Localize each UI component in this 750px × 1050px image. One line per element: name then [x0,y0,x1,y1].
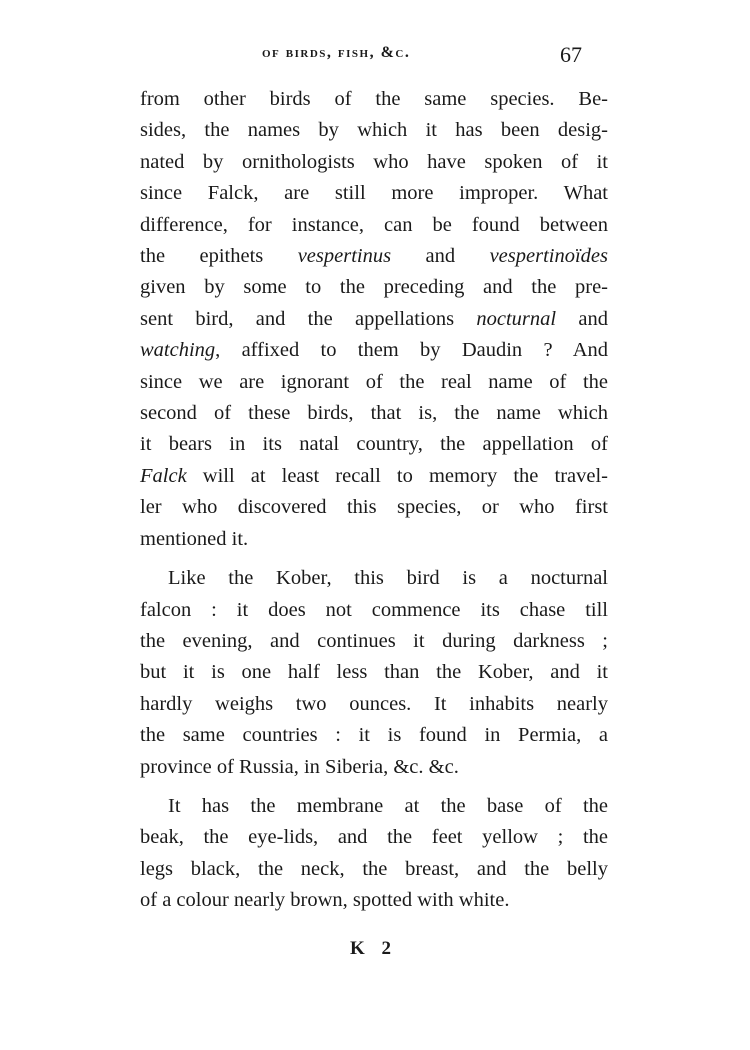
text-line: It has the membrane at the base of the [168,794,608,817]
paragraph [140,791,608,917]
text-line: since we are ignorant of the real name of the [140,370,608,393]
text-line: from other birds of the same species. Be- [140,88,608,110]
text-line: second of these birds, that is, the name which [140,402,608,425]
text-line: legs black, the neck, the breast, and the belly [140,857,608,880]
text-line: the evening, and continues it during darkness ; [140,629,608,652]
paragraph-gap [140,783,608,791]
text-line: mentioned it. [140,527,249,550]
text-line: the same countries : it is found in Permia, a [140,724,608,747]
text-line: sides, the names by which it has been desig- [140,119,608,142]
text-line: sent bird, and the appellations nocturnal and [140,307,608,330]
text-line: falcon : it does not commence its chase till [140,598,608,621]
page-number: 67 [560,42,582,67]
text-line: nated by ornithologists who have spoken of it [140,150,608,173]
body-text [140,84,608,917]
running-head: of birds, fish, &c. [262,44,411,61]
text-line: province of Russia, in Siberia, &c. &c. [140,755,459,778]
text-line: watching, affixed to them by Daudin ? And [140,339,608,362]
paragraph [140,84,608,555]
text-line: but it is one half less than the Kober, and it [140,661,608,684]
text-line: beak, the eye-lids, and the feet yellow ; the [140,826,608,849]
paragraph [140,563,608,783]
text-line: ler who discovered this species, or who first [140,496,608,519]
text-line: of a colour nearly brown, spotted with white. [140,889,510,912]
text-line: Falck will at least recall to memory the travel- [140,464,608,487]
paragraph-gap [140,555,608,563]
text-line: it bears in its natal country, the appellation of [140,433,608,456]
text-line: since Falck, are still more improper. What [140,182,608,205]
text-line: the epithets vespertinus and vespertinoïdes [140,245,608,268]
signature-mark: K 2 [350,938,398,959]
text-line: given by some to the preceding and the pre- [140,276,608,299]
text-line: hardly weighs two ounces. It inhabits nearly [140,692,608,715]
text-line: Like the Kober, this bird is a nocturnal [168,567,608,590]
text-line: difference, for instance, can be found between [140,213,608,236]
